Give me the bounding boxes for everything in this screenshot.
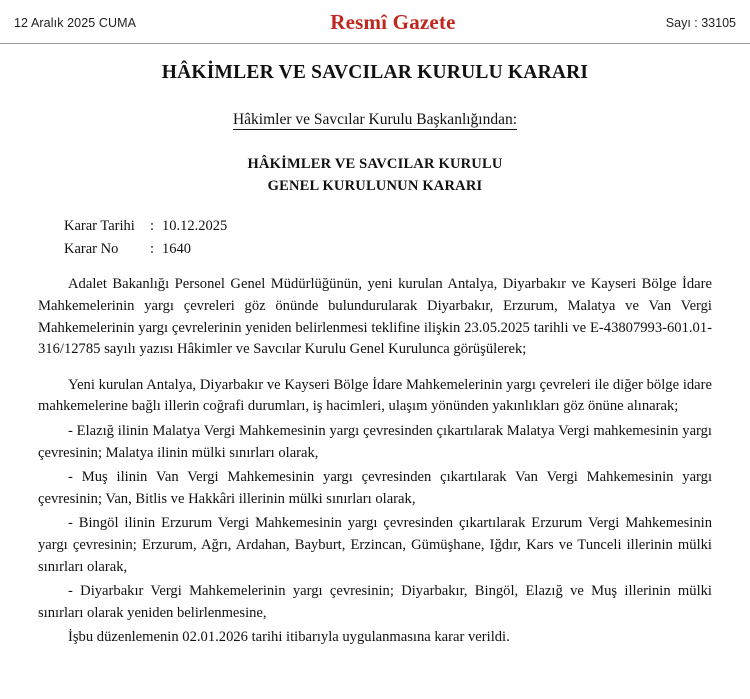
decision-number-separator: : — [150, 240, 155, 257]
paragraph: - Muş ilinin Van Vergi Mahkemesinin yargı çevresinden çıkartılarak Van Vergi Mahkemesinin yargı çevresinin; Van, Bitlis ve Hakkâri illerinin mülki sınırları olarak, — [38, 469, 712, 507]
masthead — [0, 0, 750, 44]
paragraph: - Bingöl ilinin Erzurum Vergi Mahkemesinin yargı çevresinden çıkartılarak Erzurum Vergi Mahkemesinin yargı çevresinin; Erzurum, Ağrı, Ardahan, Bayburt, Erzincan, Gümüşhane, Iğdır, Kars ve Tunceli illerinin mülki sınırları olarak, — [38, 515, 712, 575]
decision-metadata — [64, 215, 712, 260]
decision-number-label: Karar No — [64, 240, 119, 257]
issue-number: Sayı : 33105 — [665, 15, 736, 30]
paragraph: İşbu düzenlemenin 02.01.2026 tarihi itibarıyla uygulanmasına karar verildi. — [68, 629, 510, 646]
decision-date-row — [64, 215, 712, 237]
decision-date-value: 10.12.2025 — [162, 218, 228, 235]
decision-date-label: Karar Tarihi — [64, 218, 135, 235]
document-body — [0, 61, 750, 659]
paragraph: Yeni kurulan Antalya, Diyarbakır ve Kayseri Bölge İdare Mahkemelerinin yargı çevreleri ile diğer bölge idare mahkemelerine bağlı illerin coğrafi durumları, iş hacimleri, ulaşım yönünden yakınlıkları göz önüne alınarak; — [38, 376, 712, 415]
decision-heading-line2: GENEL KURULUNUN KARARI — [267, 178, 483, 194]
paragraph: - Diyarbakır Vergi Mahkemelerinin yargı çevresinin; Diyarbakır, Bingöl, Elazığ ve Muş illerinin mülki sınırları olarak yeniden belirlenmesine, — [38, 583, 712, 621]
decision-heading-line1: HÂKİMLER VE SAVCILAR KURULU — [247, 155, 503, 172]
decision-number-row — [64, 238, 712, 260]
gazette-title: Resmî Gazete — [330, 10, 456, 34]
publication-date: 12 Aralık 2025 CUMA — [14, 15, 137, 30]
decision-heading — [38, 153, 712, 198]
decision-number-value: 1640 — [162, 240, 191, 257]
paragraph: Adalet Bakanlığı Personel Genel Müdürlüğünün, yeni kurulan Antalya, Diyarbakır ve Kayseri Bölge İdare Mahkemelerinin yargı çevreleri göz önünde bulundurularak Diyarbakır, Erzurum, Malatya ve Van Vergi Mahkemelerinin yargı çevrelerinin yeniden belirlenmesi teklifine ilişkin 23.05.2025 tarihli ve E-43807993-601.01-316/12785 sayılı yazısı Hâkimler ve Savcılar Kurulu Genel Kurulunca görüşülerek; — [38, 276, 712, 358]
issuing-authority-text: Hâkimler ve Savcılar Kurulu Başkanlığından: — [232, 111, 518, 129]
page-title: HÂKİMLER VE SAVCILAR KURULU KARARI — [161, 62, 589, 83]
issuing-authority — [38, 110, 712, 130]
paragraph: - Elazığ ilinin Malatya Vergi Mahkemesinin yargı çevresinden çıkartılarak Malatya Vergi mahkemesinin yargı çevresinin; Malatya ilinin mülki sınırları olarak, — [38, 422, 712, 461]
decision-date-separator: : — [150, 218, 155, 235]
